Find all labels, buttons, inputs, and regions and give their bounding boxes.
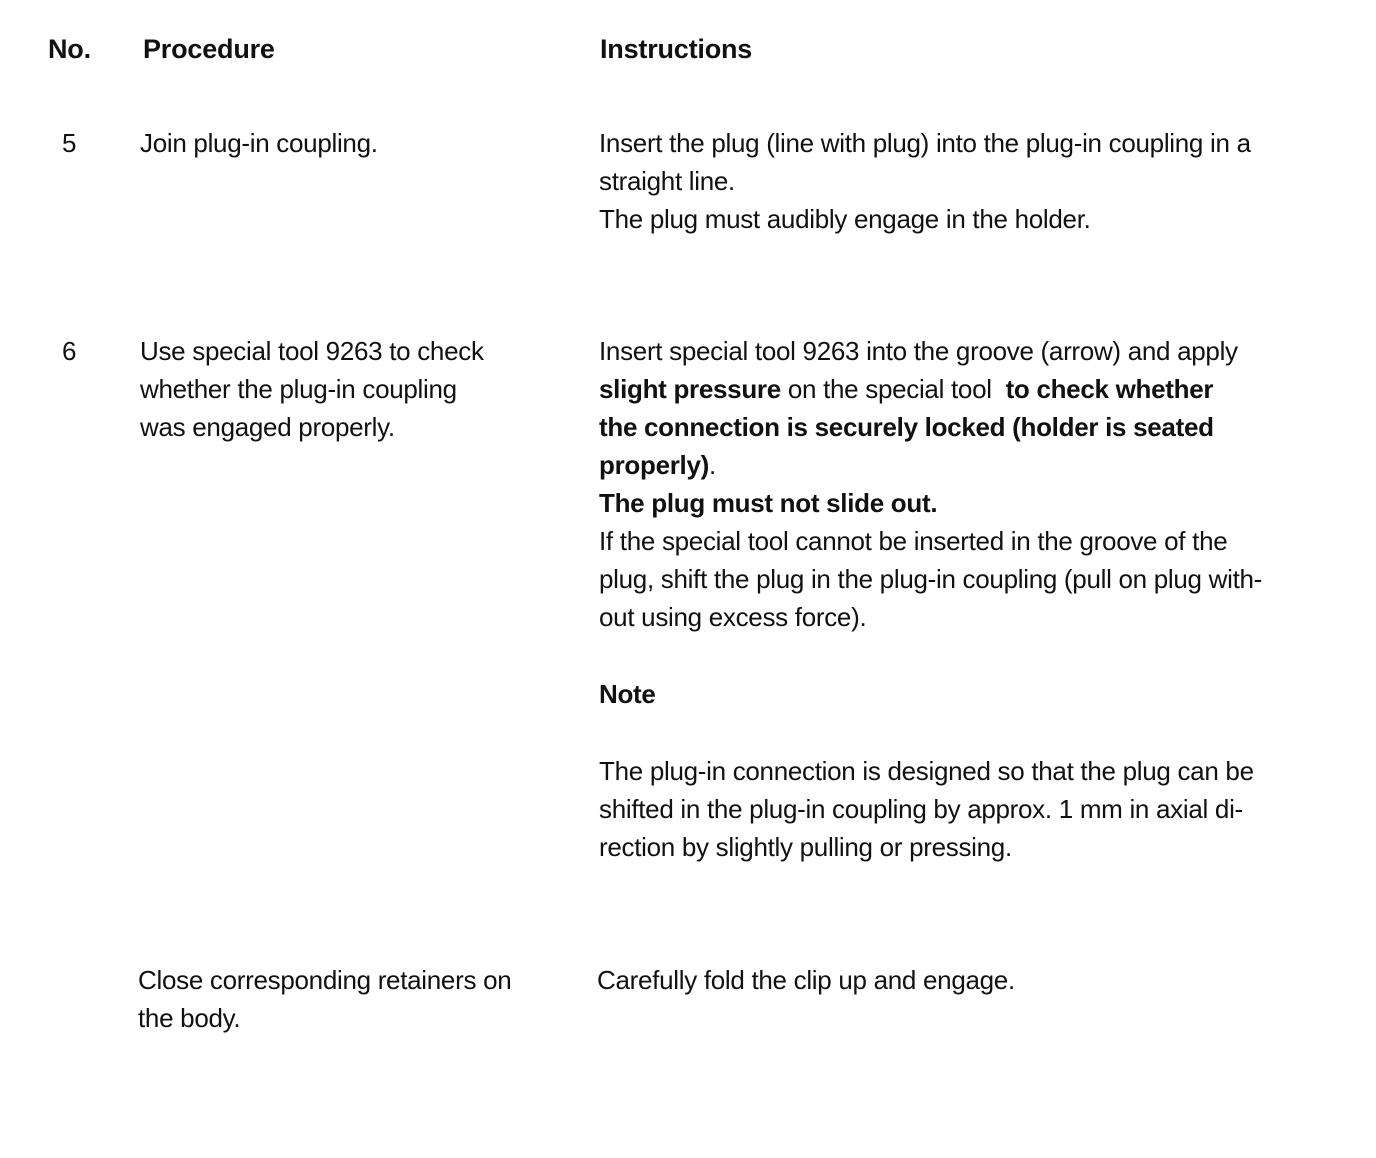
instruction-text: on the special tool (780, 374, 1006, 404)
procedure-line: Use special tool 9263 to check (140, 336, 484, 366)
instruction-line: The plug must audibly engage in the holder. (599, 204, 1091, 234)
instruction-line: plug, shift the plug in the plug-in coupling (pull on plug with- (599, 564, 1263, 594)
instruction-line: the connection is securely locked (holder is seated (599, 412, 1214, 442)
column-header-no: No. (48, 34, 91, 64)
step-instructions (599, 332, 1329, 636)
instruction-line (599, 446, 1329, 484)
procedure-line: Close corresponding retainers on (138, 965, 512, 995)
note-heading: Note (599, 679, 656, 709)
instruction-line: If the special tool cannot be inserted in the groove of the (599, 526, 1228, 556)
warning-line: The plug must not slide out. (599, 488, 938, 518)
step-procedure (140, 124, 560, 162)
bold-phrase: to check whether (1005, 374, 1214, 404)
step-number: 5 (62, 128, 77, 158)
note-line: rection by slightly pulling or pressing. (599, 832, 1012, 862)
column-header-procedure: Procedure (143, 34, 275, 64)
step-number: 6 (62, 336, 77, 366)
step-procedure (140, 332, 560, 446)
bold-phrase: slight pressure (599, 374, 781, 404)
bold-phrase: properly) (599, 450, 709, 480)
note-line: The plug-in connection is designed so that the plug can be (599, 756, 1254, 786)
instruction-line: straight line. (599, 166, 735, 196)
step-instructions (599, 124, 1329, 238)
procedure-line: whether the plug-in coupling (140, 374, 457, 404)
procedure-line: Join plug-in coupling. (140, 128, 378, 158)
note-line: shifted in the plug-in coupling by approx. 1 mm in axial di- (599, 794, 1243, 824)
procedure-line: the body. (138, 1003, 241, 1033)
procedure-line: was engaged properly. (140, 412, 395, 442)
instruction-line: Insert the plug (line with plug) into the plug-in coupling in a (599, 128, 1251, 158)
step-instructions (597, 961, 1327, 999)
instruction-line: Carefully fold the clip up and engage. (597, 965, 1015, 995)
instruction-line (599, 370, 1329, 408)
note-text (599, 752, 1329, 866)
instruction-line: Insert special tool 9263 into the groove (arrow) and apply (599, 336, 1238, 366)
step-procedure (138, 961, 558, 1037)
instruction-text: . (708, 450, 716, 480)
column-header-instructions: Instructions (600, 34, 753, 64)
instruction-line: out using excess force). (599, 602, 867, 632)
